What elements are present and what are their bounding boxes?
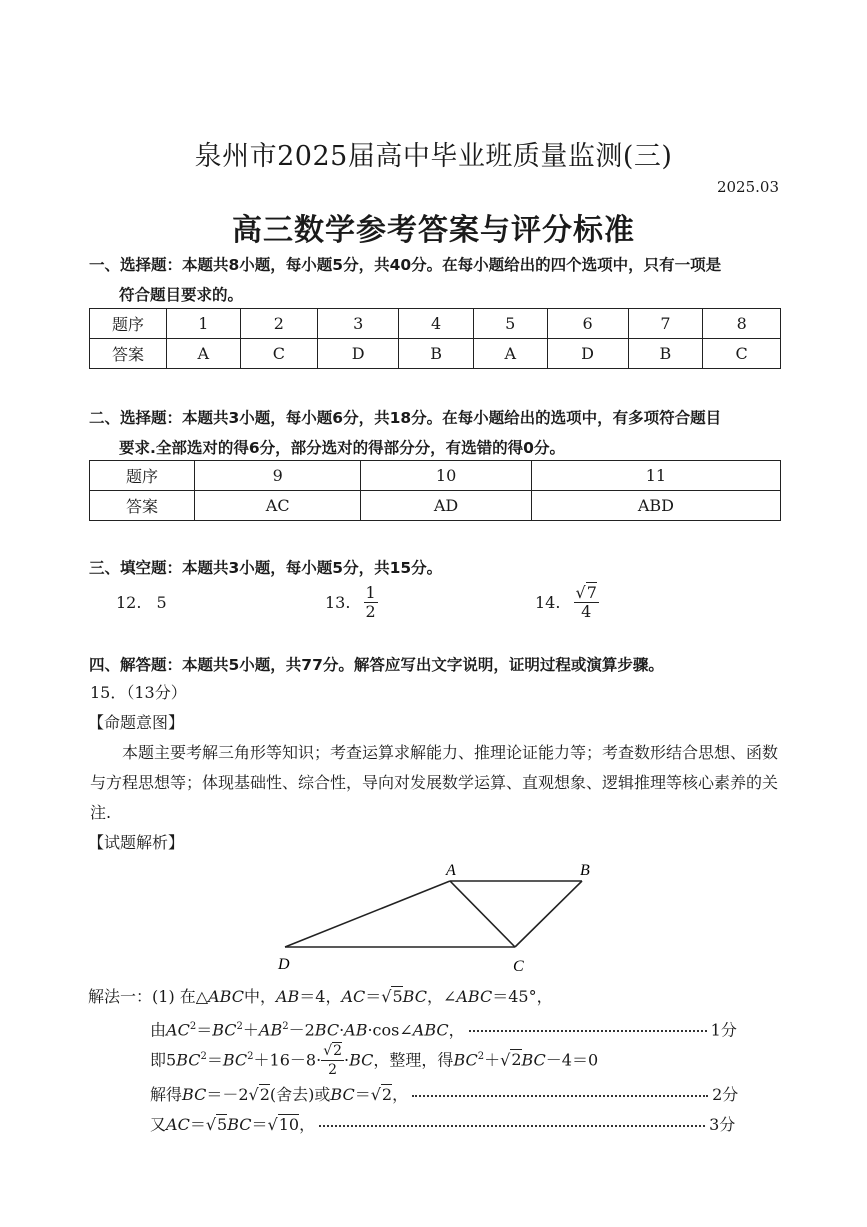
table-cell: 4 [399,309,474,339]
table-cell: C [240,339,318,369]
table-cell: A [167,339,241,369]
document-subtitle: 高三数学参考答案与评分标准 [232,213,635,248]
section2-heading [89,403,789,463]
solution-line-4: 解得BC＝－2√2(舍去)或BC＝√2， 2分 [150,1085,739,1104]
part-label: (1) [152,987,175,1006]
section2-line1: 二、选择题：本题共3小题，每小题6分，共18分。在每小题给出的选项中，有多项符合题目 [89,409,722,427]
intent-heading: 【命题意图】 [88,713,185,732]
sqrt-radicand: 7 [586,583,597,602]
analysis-heading: 【试题解析】 [88,833,185,852]
triangle-figure [270,855,610,980]
section1-answer-table [89,308,781,369]
score: 3分 [709,1115,736,1134]
section1-line2: 符合题目要求的。 [119,286,244,304]
table-cell: 1 [167,309,241,339]
solution-line-3: 即$5BC^2=BC^2+16-8\cdot$ $\frac{√2}{2}$ ·BC，整理，得$BC^2+√2BC-4=0$ [150,1043,599,1079]
segment-AC [450,881,515,947]
table-cell: 3 [318,309,399,339]
table-row [90,461,781,491]
table-cell: D [318,339,399,369]
table-cell: B [399,339,474,369]
segment-DA [285,881,450,947]
question-number: 14. [535,593,561,612]
score: 1分 [710,1020,737,1040]
table-cell: B [628,339,703,369]
table-cell: AC [195,491,361,521]
table-cell: 5 [473,309,547,339]
fill-answer-14 [535,584,599,621]
solution-line-5: 又AC＝√5BC＝√10， 3分 [150,1115,736,1134]
table-cell: 6 [547,309,628,339]
section1-heading [89,250,789,310]
question-15-label: 15．（13分） [90,683,187,702]
label-D: D [278,956,290,973]
solution-label: 解法一： [88,987,153,1006]
table-cell: 9 [195,461,361,491]
solution-line-2: 由$AC^2=BC^2+AB^2-2BC\cdot AB\cdot\cos\angle ABC$， 1分 [150,1020,737,1040]
section2-answer-table [89,460,781,521]
table-header-cell: 题序 [90,309,167,339]
table-cell: 2 [240,309,318,339]
table-cell: A [473,339,547,369]
section4-heading: 四、解答题：本题共5小题，共77分。解答应写出文字说明，证明过程或演算步骤。 [89,656,664,674]
table-cell: 8 [703,309,781,339]
table-row [90,339,781,369]
fill-answer-12 [116,593,167,612]
section2-line2: 要求.全部选对的得6分，部分选对的得部分分，有选错的得0分。 [119,439,565,457]
table-row [90,309,781,339]
numerator: 1 [365,583,376,602]
label-C: C [513,958,524,975]
numerator: √7 [575,583,597,602]
table-row [90,491,781,521]
section1-line1: 一、选择题：本题共8小题，每小题5分，共40分。在每小题给出的四个选项中，只有一项是 [89,256,722,274]
denominator: 2 [365,602,376,621]
fill-answer-13 [325,584,378,621]
segment-BC [515,881,582,947]
table-cell: C [703,339,781,369]
table-cell: AD [361,491,531,521]
denominator: 4 [581,602,592,621]
table-cell: D [547,339,628,369]
question-number: 13. [325,593,351,612]
table-cell: ABD [531,491,780,521]
intent-text: 本题主要考解三角形等知识；考查运算求解能力、推理论证能力等；考查数形结合思想、函数与方程思想等；体现基础性、综合性，导向对发展数学运算、直观想象、逻辑推理等核心素养的关注. [90,743,779,822]
label-A: A [446,862,456,879]
label-B: B [580,862,590,879]
table-cell: 7 [628,309,703,339]
question-number: 12. [116,593,142,612]
table-header-cell: 答案 [90,491,195,521]
fraction [574,584,599,621]
table-cell: 10 [361,461,531,491]
solution-line-1: 解法一：(1) 在△ABC中，AB＝4，AC＝√5BC，∠ABC＝45°， [88,987,553,1006]
document-title: 泉州市2025届高中毕业班质量监测(三) [194,141,673,172]
section3-heading: 三、填空题：本题共3小题，每小题5分，共15分。 [89,559,443,577]
fraction [364,584,378,621]
score: 2分 [712,1085,739,1104]
document-date: 2025.03 [716,178,779,196]
table-header-cell: 答案 [90,339,167,369]
answer-value: 5 [156,593,167,612]
table-cell: 11 [531,461,780,491]
table-header-cell: 题序 [90,461,195,491]
